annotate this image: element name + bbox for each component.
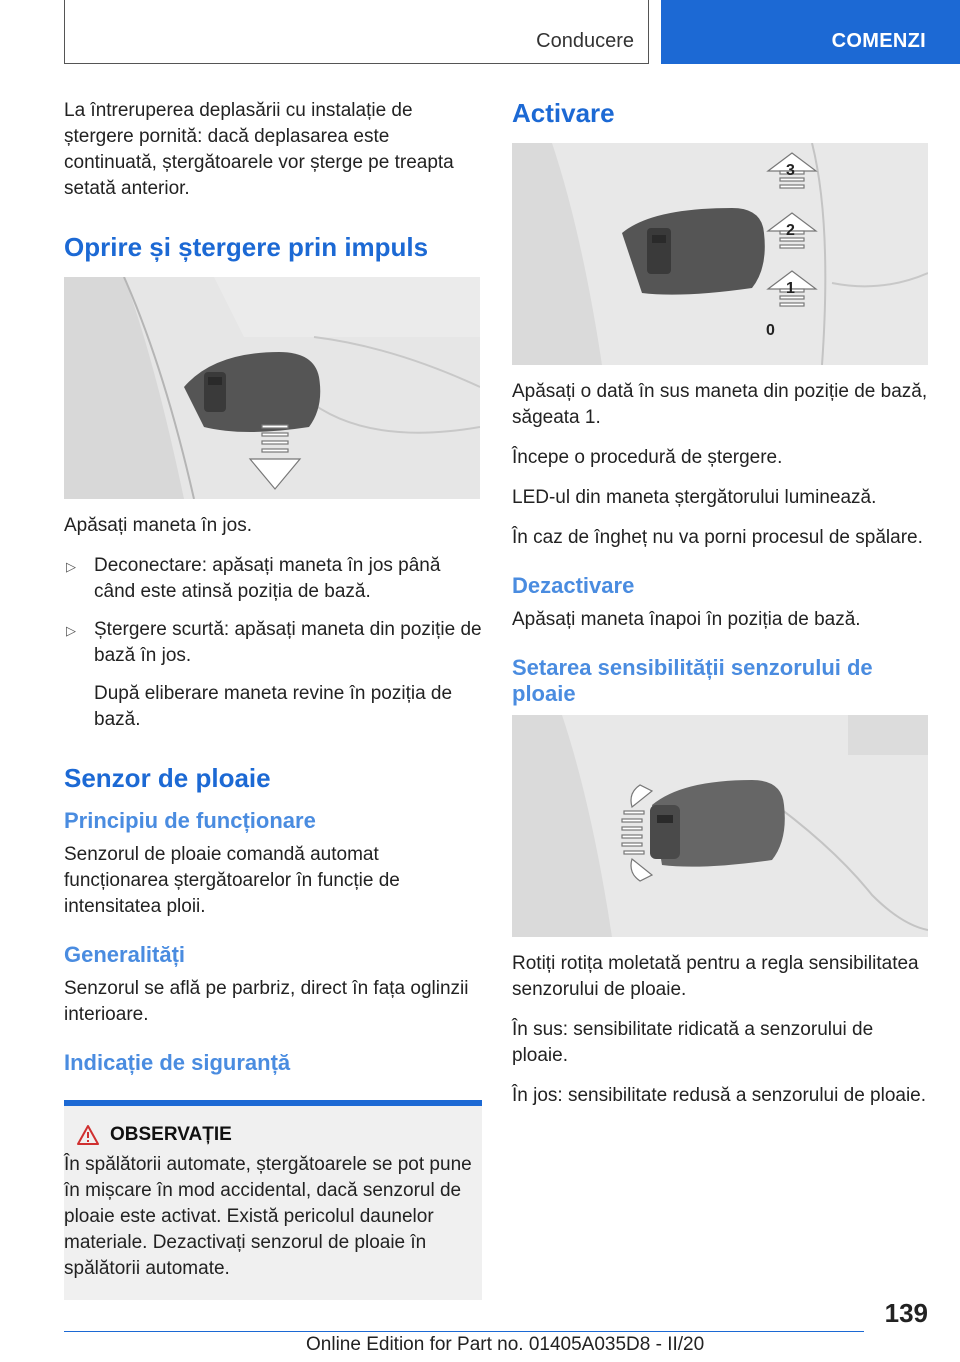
page-number: 139 xyxy=(884,1298,928,1328)
down-text: În jos: sensibilitate redusă a senzorului de ploaie. xyxy=(512,1085,927,1106)
triangle-bullet-icon: ▷ xyxy=(66,623,76,638)
edition-text: Online Edition for Part no. 01405A035D8 - II/20 xyxy=(306,1334,705,1355)
general-heading: Generalități xyxy=(64,942,186,967)
step-label: 2 xyxy=(786,222,795,239)
step-label: 1 xyxy=(786,280,795,297)
principle-heading: Principiu de funcționare xyxy=(64,808,316,833)
activate-heading: Activare xyxy=(512,98,615,128)
left-column xyxy=(64,98,482,1300)
footer-divider xyxy=(64,1331,864,1332)
wiper-lever-up-illustration xyxy=(512,143,928,365)
sensitivity-heading: Setarea sensibilității senzorului de ploaie xyxy=(512,655,873,706)
step-label: 0 xyxy=(766,322,775,339)
list-item: ▷ Deconectare: apăsați maneta în jos până când este atinsă poziția de bază. xyxy=(66,555,441,602)
rain-sensor-heading: Senzor de ploaie xyxy=(64,763,271,793)
activate-text: Apăsați o dată în sus maneta din poziție de bază, săgeata 1. xyxy=(512,381,928,428)
up-text: În sus: sensibilitate ridicată a senzorului de ploaie. xyxy=(512,1019,874,1066)
intro-paragraph: La întreruperea deplasării cu instalație de ștergere pornită: dacă deplasarea este continuată, ștergătoarele vor șterge pe treapta setată anterior. xyxy=(64,100,454,199)
safety-heading: Indicație de siguranță xyxy=(64,1050,291,1075)
header-chapter-tab xyxy=(661,0,960,64)
notice-title: OBSERVAȚIE xyxy=(110,1124,232,1145)
list-item: ▷ Ștergere scurtă: apăsați maneta din poziție de bază în jos. xyxy=(66,619,482,666)
triangle-bullet-icon: ▷ xyxy=(66,559,76,574)
wiper-lever-down-illustration xyxy=(64,277,480,499)
notice-box xyxy=(64,1100,482,1300)
press-down-text: Apăsați maneta în jos. xyxy=(64,515,252,536)
deactivate-heading: Dezactivare xyxy=(512,573,635,598)
frost-text: În caz de îngheț nu va porni procesul de spălare. xyxy=(512,527,923,548)
principle-text: Senzorul de ploaie comandă automat funcționarea ștergătoarelor în funcție de intensitatea ploii. xyxy=(64,844,400,917)
deactivate-text: Apăsați maneta înapoi în poziția de bază. xyxy=(512,609,861,630)
impulse-heading: Oprire și ștergere prin impuls xyxy=(64,232,429,262)
start-text: Începe o procedură de ștergere. xyxy=(512,447,783,468)
notice-text: În spălătorii automate, ștergătoarele se pot pune în mișcare în mod accidental, dacă senzorul de ploaie este activat. Există pericolul daunelor materiale. Dezactivați senzorul de ploaie în spălătorii automate. xyxy=(64,1154,472,1279)
step-label: 3 xyxy=(786,162,795,179)
right-column xyxy=(512,98,930,1123)
header-section-title: Conducere xyxy=(536,30,634,52)
led-text: LED-ul din maneta ștergătorului luminează. xyxy=(512,487,877,508)
sensitivity-wheel-illustration xyxy=(512,715,928,937)
rotate-text: Rotiți rotița moletată pentru a regla sensibilitatea senzorului de ploaie. xyxy=(512,953,919,1000)
header-chapter-title: COMENZI xyxy=(831,30,926,52)
general-text: Senzorul se află pe parbriz, direct în fața oglinzii interioare. xyxy=(64,978,469,1025)
after-release-text: După eliberare maneta revine în poziția de bază. xyxy=(94,683,453,730)
wipe-options-list xyxy=(64,553,482,669)
warning-triangle-icon xyxy=(76,1124,100,1146)
header-section-box xyxy=(64,0,649,64)
